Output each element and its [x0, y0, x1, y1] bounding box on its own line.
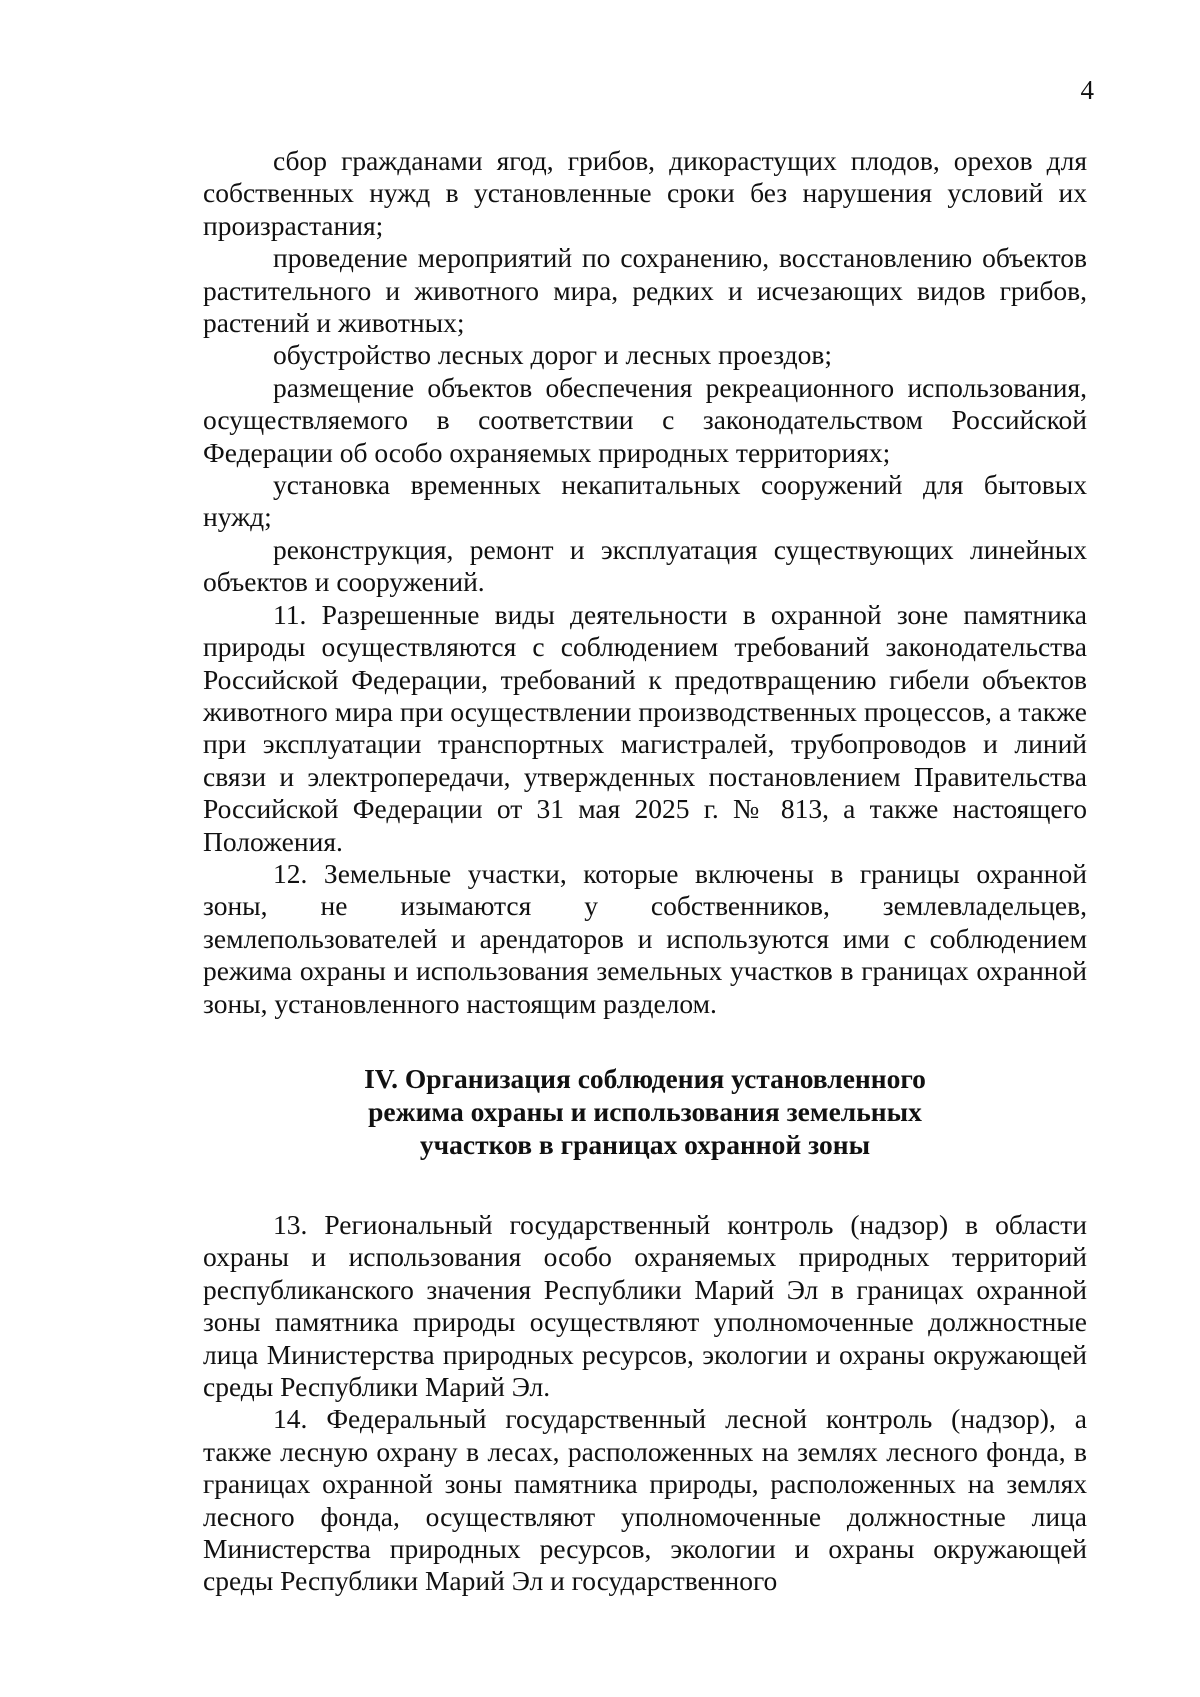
paragraph-forest-roads: обустройство лесных дорог и лесных проездов; [273, 339, 832, 371]
paragraph-gathering: сбор гражданами ягод, грибов, дикорастущих плодов, орехов для собственных нужд в установленные сроки без нарушения условий их произрастания; [203, 145, 1087, 241]
paragraph-temporary-structures: установка временных некапитальных сооружений для бытовых нужд; [203, 469, 1087, 533]
paragraph-conservation-measures: проведение мероприятий по сохранению, восстановлению объектов растительного и животного мира, редких и исчезающих видов грибов, растений и животных; [203, 242, 1087, 339]
paragraph-13: 13. Региональный государственный контроль (надзор) в области охраны и использования особо охраняемых природных территорий республиканского значения Республики Марий Эл в границах охранной зоны памятника природы осуществляют уполномоченные должностные лица Министерства природных ресурсов, экологии и охраны окружающей среды Республики Марий Эл. [203, 1208, 1087, 1402]
paragraph-12: 12. Земельные участки, которые включены в границы охранной зоны, не изымаются у собственников, землевладельцев, землепользователей и арендаторов и используются ими с соблюдением режима охраны и использования земельных участков в границах охранной зоны, установленного настоящим разделом. [203, 857, 1087, 1019]
paragraph-11: 11. Разрешенные виды деятельности в охранной зоне памятника природы осуществляются с соблюдением требований законодательства Российской Федерации, требований к предотвращению гибели объектов животного мира при осуществлении производственных процессов, а также при эксплуатации транспортных магистралей, трубопроводов и линий связи и электропередачи, утвержденных постановлением Правительства Российской Федерации от 31 мая 2025 г. № 813, а также настоящего Положения. [203, 598, 1087, 857]
section-heading-line-3: участков в границах охранной зоны [419, 1128, 871, 1160]
page-number: 4 [1080, 75, 1094, 105]
document-body [203, 145, 1087, 1598]
paragraph-linear-objects: реконструкция, ремонт и эксплуатация существующих линейных объектов и сооружений. [203, 533, 1087, 598]
section-heading-line-1: IV. Организация соблюдения установленного [364, 1062, 926, 1094]
section-heading [203, 1062, 1087, 1161]
paragraph-14: 14. Федеральный государственный лесной контроль (надзор), а также лесную охрану в лесах, расположенных на землях лесного фонда, в границах охранной зоны памятника природы, расположенных на землях лесного фонда, осуществляют уполномоченные должностные лица Министерства природных ресурсов, экологии и охраны окружающей среды Республики Марий Эл и государственного [203, 1403, 1087, 1597]
paragraph-recreation-objects: размещение объектов обеспечения рекреационного использования, осуществляемого в соответствии с законодательством Российской Федерации об особо охраняемых природных территориях; [203, 371, 1087, 468]
section-heading-line-2: режима охраны и использования земельных [368, 1095, 922, 1127]
